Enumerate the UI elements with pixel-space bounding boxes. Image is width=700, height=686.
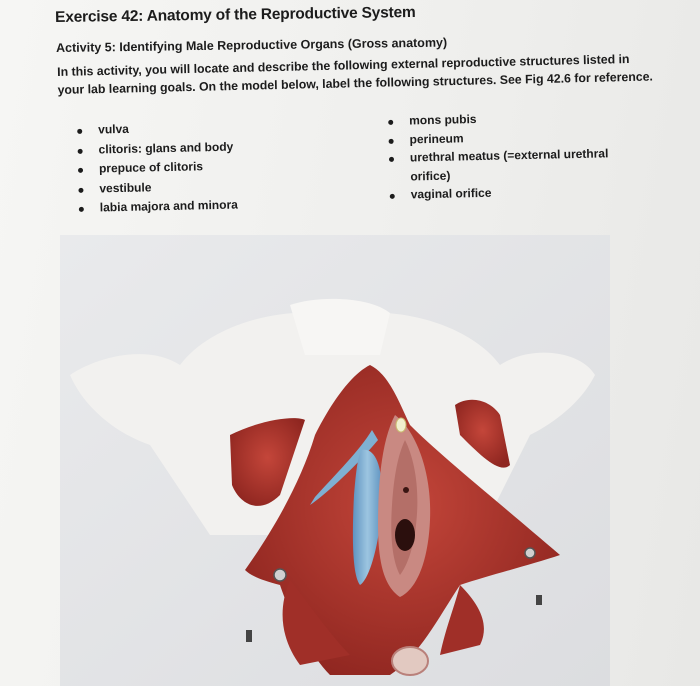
list-item: clitoris: glans and body bbox=[72, 136, 292, 160]
pelvic-model-illustration bbox=[60, 235, 610, 686]
structure-list-right bbox=[383, 107, 645, 205]
list-item: prepuce of clitoris bbox=[73, 155, 293, 179]
intro-paragraph: In this activity, you will locate and describe the following external reproductive structures listed in your lab learning goals. On the model below, label the following structures. See Fig 42.6 for reference. bbox=[57, 52, 654, 97]
list-item: vulva bbox=[72, 116, 292, 140]
structure-list-left bbox=[72, 116, 294, 218]
activity-heading: Activity 5: Identifying Male Reproductive Organs (Gross anatomy) bbox=[56, 35, 448, 55]
list-item: vaginal orifice bbox=[385, 181, 645, 205]
anatomical-model-figure bbox=[60, 235, 610, 686]
list-item: perineum bbox=[383, 125, 643, 149]
list-item: vestibule bbox=[73, 175, 293, 199]
list-item: urethral meatus (=external urethral orifice) bbox=[384, 144, 626, 186]
list-item: mons pubis bbox=[383, 107, 643, 131]
page-title: Exercise 42: Anatomy of the Reproductive System bbox=[55, 3, 416, 26]
list-item: labia majora and minora bbox=[74, 194, 294, 218]
